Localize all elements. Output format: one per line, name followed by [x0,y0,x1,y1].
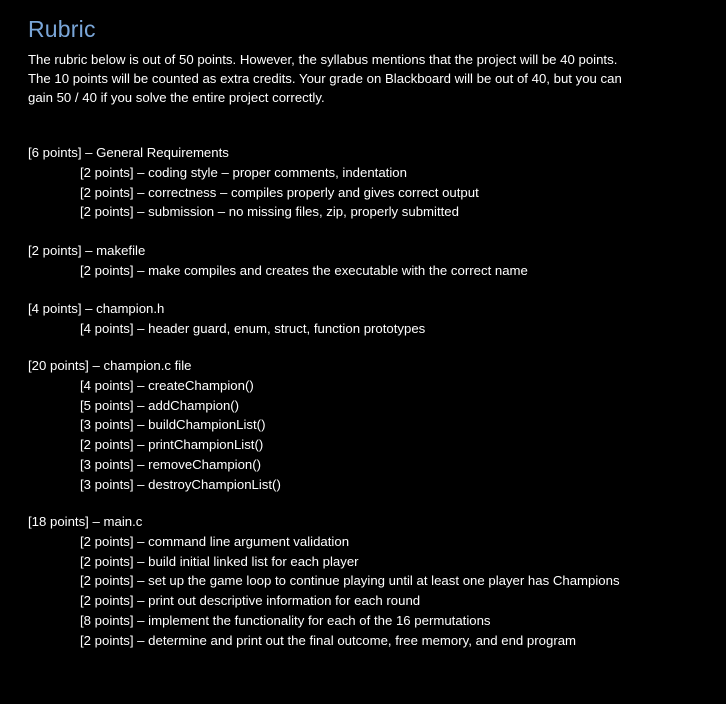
section-makefile [28,241,718,281]
rubric-item: [3 points] – destroyChampionList() [80,476,281,492]
intro-line: gain 50 / 40 if you solve the entire project correctly. [28,90,325,105]
rubric-item: [4 points] – createChampion() [80,377,254,393]
section-heading: [4 points] – champion.h [28,301,165,316]
section-main-c [28,512,718,651]
section-heading: [18 points] – main.c [28,514,143,529]
intro-paragraph [28,50,718,107]
section-general-requirements [28,143,718,222]
rubric-item: [2 points] – correctness – compiles properly and gives correct output [80,184,479,200]
rubric-item: [4 points] – header guard, enum, struct, function prototypes [80,320,426,336]
rubric-item: [3 points] – removeChampion() [80,456,262,472]
rubric-item: [2 points] – make compiles and creates the executable with the correct name [80,262,528,278]
rubric-item: [5 points] – addChampion() [80,397,240,413]
rubric-item: [2 points] – coding style – proper comments, indentation [80,164,407,180]
rubric-item: [2 points] – printChampionList() [80,437,264,453]
section-champion-h [28,299,718,339]
intro-line: The 10 points will be counted as extra credits. Your grade on Blackboard will be out of 40, but you can [28,71,622,86]
rubric-item: [2 points] – set up the game loop to continue playing until at least one player has Champions [80,573,620,589]
rubric-item: [2 points] – submission – no missing files, zip, properly submitted [80,204,459,220]
intro-line: The rubric below is out of 50 points. However, the syllabus mentions that the project will be 40 points. [28,52,618,67]
rubric-item: [2 points] – determine and print out the final outcome, free memory, and end program [80,632,577,648]
section-champion-c [28,356,718,495]
page-title: Rubric [28,16,96,42]
rubric-item: [2 points] – build initial linked list for each player [80,553,359,569]
rubric-item: [2 points] – command line argument validation [80,533,350,549]
section-heading: [2 points] – makefile [28,243,146,258]
rubric-item: [2 points] – print out descriptive information for each round [80,593,421,609]
section-heading: [20 points] – champion.c file [28,358,192,373]
section-heading: [6 points] – General Requirements [28,145,229,160]
rubric-item: [8 points] – implement the functionality for each of the 16 permutations [80,612,491,628]
rubric-item: [3 points] – buildChampionList() [80,417,266,433]
